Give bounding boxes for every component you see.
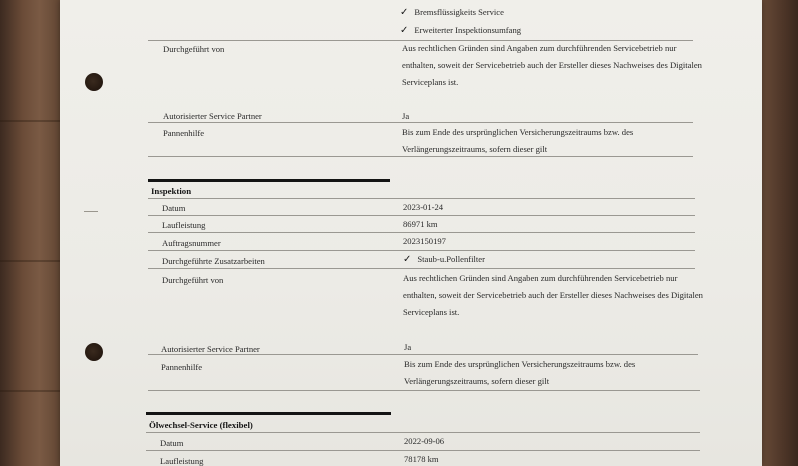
wood-background-left xyxy=(0,0,66,466)
row-value: Ja xyxy=(404,342,412,352)
row-divider xyxy=(148,390,700,391)
row-label: Durchgeführt von xyxy=(162,275,224,285)
row-divider xyxy=(148,122,693,123)
row-label: Pannenhilfe xyxy=(161,362,203,372)
row-label: Pannenhilfe xyxy=(163,128,205,138)
checkmark-icon: ✓ xyxy=(400,7,409,18)
wood-grain xyxy=(0,120,66,122)
row-divider xyxy=(148,215,695,216)
row-divider xyxy=(148,198,695,199)
punch-hole-bottom xyxy=(85,343,103,361)
row-label: Durchgeführte Zusatzarbeiten xyxy=(162,256,265,266)
row-divider xyxy=(148,232,695,233)
row-value: 78178 km xyxy=(404,454,439,464)
row-value: 2023-01-24 xyxy=(403,202,444,212)
row-value: ✓ Staub-u.Pollenfilter xyxy=(403,254,485,265)
row-value: 2022-09-06 xyxy=(404,436,445,446)
row-value: Aus rechtlichen Gründen sind Angaben zum durchführenden Servicebetrieb nur enthalten, soweit der Servicebetrieb auch der Ersteller dieses Nachweises des Digitalen Serviceplans ist. xyxy=(402,43,702,87)
row-value: Ja xyxy=(402,111,410,121)
row-divider xyxy=(148,250,695,251)
row-label: Datum xyxy=(162,203,186,213)
wood-background-right xyxy=(758,0,798,466)
paper-mark xyxy=(84,211,98,212)
row-divider xyxy=(146,450,700,451)
checkmark-icon: ✓ xyxy=(403,254,412,265)
punch-hole-top xyxy=(85,73,103,91)
section-rule xyxy=(148,179,390,182)
row-value: Bis zum Ende des ursprünglichen Versicherungszeitraums bzw. des Verlängerungszeitraums, sofern dieser gilt xyxy=(402,127,634,154)
row-divider xyxy=(146,432,700,433)
check-item: ✓ Bremsflüssigkeits Service xyxy=(400,7,504,18)
row-label: Durchgeführt von xyxy=(163,44,225,54)
row-label: Datum xyxy=(160,438,184,448)
section-rule xyxy=(146,412,391,415)
row-label: Laufleistung xyxy=(160,456,204,466)
row-label: Laufleistung xyxy=(162,220,206,230)
section-title: Ölwechsel-Service (flexibel) xyxy=(149,420,253,430)
wood-grain xyxy=(0,390,66,392)
row-value: 86971 km xyxy=(403,219,438,229)
row-value: Bis zum Ende des ursprünglichen Versicherungszeitraums bzw. des Verlängerungszeitraums, sofern dieser gilt xyxy=(404,359,636,386)
row-value: 2023150197 xyxy=(403,236,446,246)
row-value: Aus rechtlichen Gründen sind Angaben zum durchführenden Servicebetrieb nur enthalten, soweit der Servicebetrieb auch der Ersteller dieses Nachweises des Digitalen Serviceplans ist. xyxy=(403,273,703,317)
row-divider xyxy=(148,156,693,157)
row-divider xyxy=(148,268,695,269)
row-label: Auftragsnummer xyxy=(162,238,221,248)
checkmark-icon: ✓ xyxy=(400,25,409,36)
check-item: ✓ Erweiterter Inspektionsumfang xyxy=(400,25,522,36)
row-label: Autorisierter Service Partner xyxy=(161,344,260,354)
section-title: Inspektion xyxy=(151,186,192,196)
row-label: Autorisierter Service Partner xyxy=(163,111,262,121)
row-divider xyxy=(148,354,698,355)
wood-grain xyxy=(0,260,66,262)
